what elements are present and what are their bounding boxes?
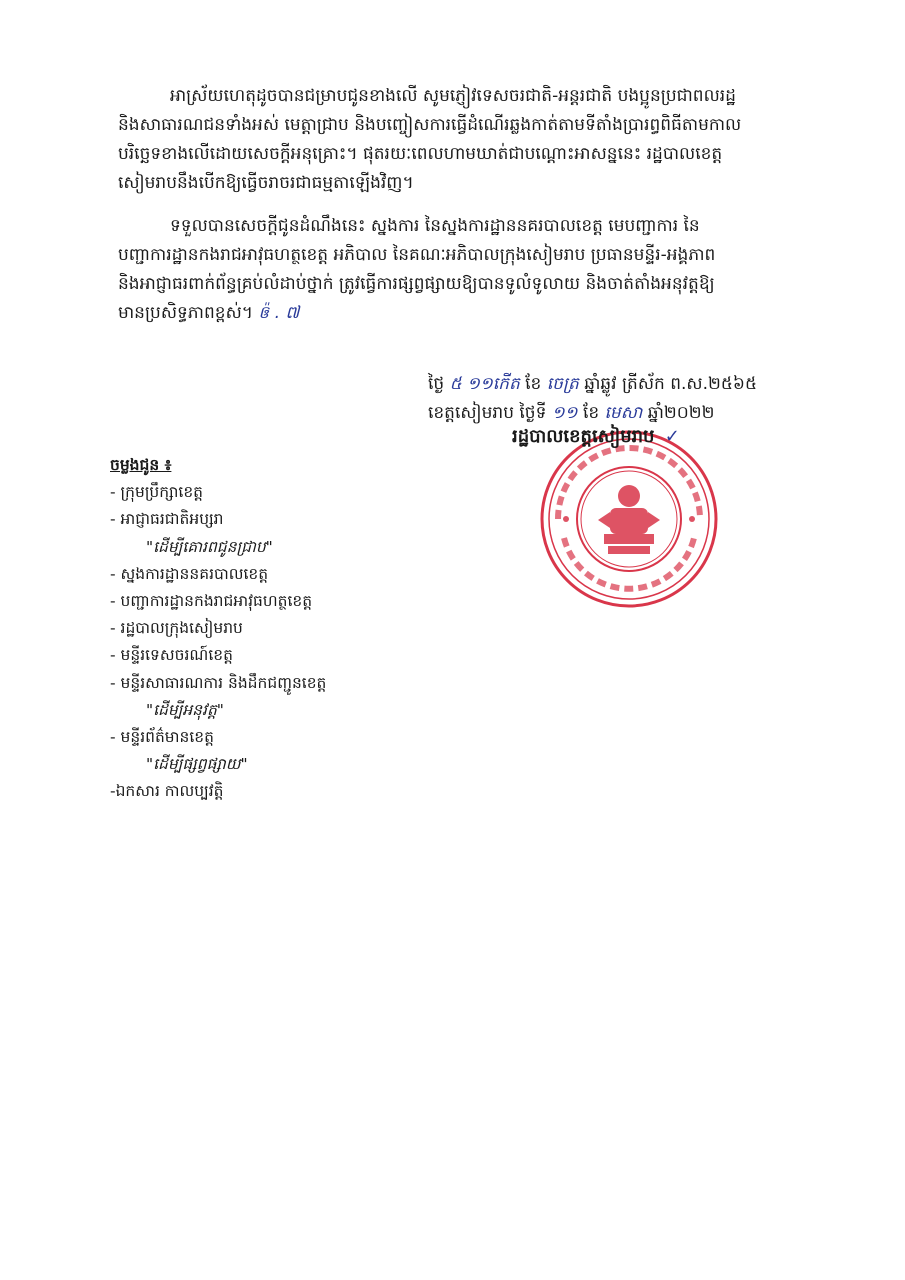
lunar-date — [428, 370, 848, 399]
paragraph-line: និងសាធារណជនទាំងអស់ មេត្តាជ្រាប និងបញ្ចៀសការធ្វើដំណើរឆ្លងកាត់តាមទីតាំងប្រារព្ធពិធីតាមកាល — [118, 115, 742, 135]
lunar-day-handwritten: ៥ ១១កើត — [449, 374, 520, 394]
paragraph-line: ទទួលបានសេចក្តីជូនដំណឹងនេះ ស្នងការ នៃស្នងការដ្ឋាននគរបាលខេត្ត មេបញ្ជាការ នៃ — [170, 216, 700, 236]
cc-list — [110, 452, 410, 806]
solar-date-mid: ខែ — [582, 403, 600, 423]
paragraph-line-last — [118, 299, 830, 328]
cc-heading: ចម្លងជូន ៖ — [110, 456, 172, 474]
paragraph-line: បរិច្ឆេទខាងលើដោយសេចក្តីអនុគ្រោះ។ ផុតរយៈពេលហាមឃាត់ជាបណ្តោះអាសន្ននេះ រដ្ឋបាលខេត្ត — [118, 144, 723, 164]
handwritten-mark: ✓ — [664, 426, 680, 447]
cc-item: - មន្ទីរទេសចរណ៍ខេត្ត — [110, 646, 233, 665]
cc-entries — [110, 479, 410, 805]
authority-name: រដ្ឋបាលខេត្តសៀមរាប — [512, 426, 655, 447]
cc-item: - រដ្ឋបាលក្រុងសៀមរាប — [110, 619, 243, 638]
cc-note: "ដើម្បីគោរពជូនជ្រាប" — [146, 537, 273, 556]
lunar-date-prefix: ថ្ងៃ — [428, 374, 445, 394]
lunar-month-handwritten: ចេត្រ — [546, 374, 579, 394]
paragraph-conclusion — [118, 82, 830, 198]
cc-item: - ក្រុមប្រឹក្សាខេត្ត — [110, 483, 204, 502]
cc-item: -ឯកសារ កាលប្បវត្តិ — [110, 782, 224, 801]
paragraph-line: អាស្រ័យហេតុដូចបានជម្រាបជូនខាងលើ សូមភ្ញៀវទេសចរជាតិ-អន្តរជាតិ បងប្អូនប្រជាពលរដ្ឋ — [170, 86, 736, 106]
cc-item: - បញ្ជាការដ្ឋានកងរាជអាវុធហត្ថខេត្ត — [110, 592, 313, 611]
solar-day-handwritten: ១១ — [551, 403, 578, 423]
paragraph-line: បញ្ជាការដ្ឋានកងរាជអាវុធហត្ថខេត្ត អភិបាល នៃគណៈអភិបាលក្រុងសៀមរាប ប្រធានមន្ទីរ-អង្គភាព — [118, 245, 716, 265]
cc-note: "ដើម្បីផ្សព្វផ្សាយ" — [146, 755, 248, 774]
paragraph-instruction — [118, 212, 830, 328]
handwritten-note: ឲ៉ . ៧ — [258, 303, 300, 323]
lunar-date-mid: ខែ — [525, 374, 542, 394]
cc-item: - មន្ទីរសាធារណការ និងដឹកជញ្ជូនខេត្ត — [110, 673, 327, 692]
date-block — [428, 370, 848, 428]
cc-item: - មន្ទីរព័ត៌មានខេត្ត — [110, 728, 214, 747]
paragraph-line: សៀមរាបនឹងបើកឱ្យធ្វើចរាចរជាធម្មតាឡើងវិញ។ — [118, 173, 414, 193]
cc-item: - ស្នងការដ្ឋាននគរបាលខេត្ត — [110, 564, 269, 583]
solar-date-prefix: ខេត្តសៀមរាប ថ្ងៃទី — [428, 403, 547, 423]
cc-item: - អាជ្ញាធរជាតិអប្សរា — [110, 510, 224, 529]
cc-note: "ដើម្បីអនុវត្ត" — [146, 700, 224, 719]
solar-date-suffix: ឆ្នាំ២០២២ — [647, 403, 715, 423]
lunar-date-suffix: ឆ្នាំឆ្លូវ ត្រីស័ក ព.ស.២៥៦៥ — [584, 374, 757, 394]
official-seal — [538, 428, 720, 610]
solar-month-handwritten: មេសា — [604, 403, 643, 423]
issuing-authority — [512, 424, 680, 451]
paragraph-line-text: មានប្រសិទ្ធភាពខ្ពស់។ — [118, 303, 253, 323]
paragraph-line: និងអាជ្ញាធរពាក់ព័ន្ធគ្រប់លំដាប់ថ្នាក់ ត្រូវធ្វើការផ្សព្វផ្សាយឱ្យបានទូលំទូលាយ និងចាត់តាំងអនុវត្តឱ្យ — [118, 274, 715, 294]
